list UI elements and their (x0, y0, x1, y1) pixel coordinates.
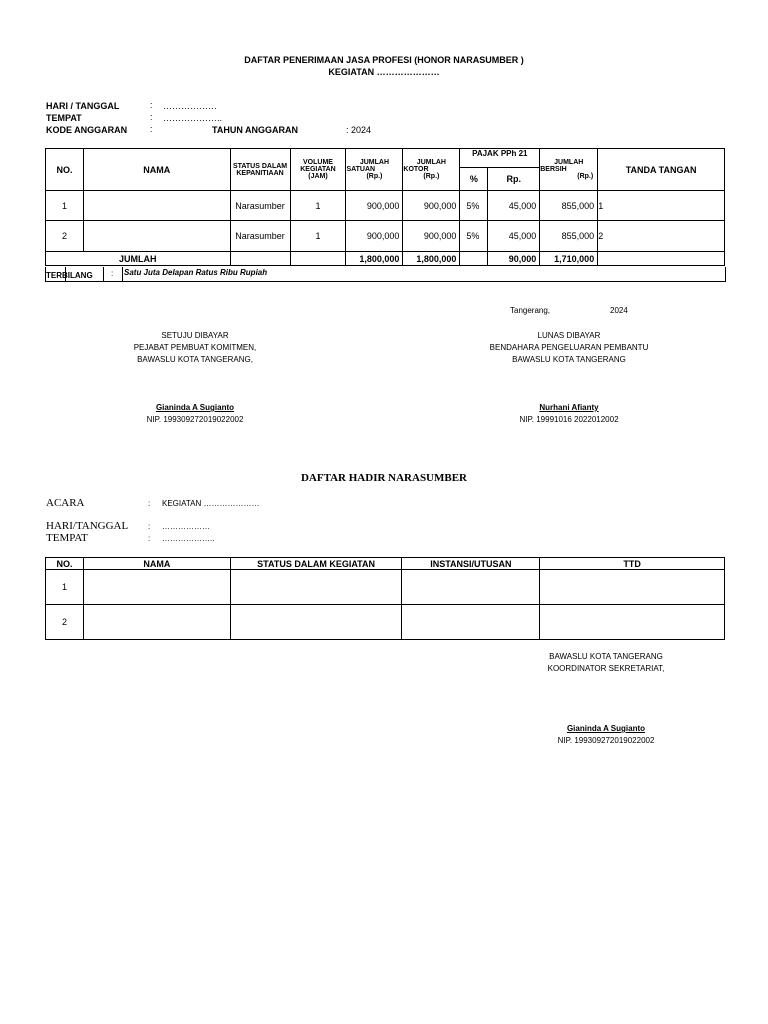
hadir-row-ttd (540, 570, 725, 605)
hadir-header-status: STATUS DALAM KEGIATAN (230, 558, 402, 570)
row-pajak: 45,000 (488, 221, 540, 252)
kode-label: KODE ANGGARAN (46, 125, 128, 135)
place-date: Tangerang, (510, 306, 551, 315)
hari-label: HARI / TANGGAL (46, 101, 120, 111)
hadir-header-nama: NAMA (83, 558, 230, 570)
header-status-line1: STATUS DALAM (232, 162, 288, 170)
document-subtitle: KEGIATAN ………………… (328, 67, 440, 77)
header-persen: % (460, 168, 488, 191)
tempat-label: TEMPAT (46, 113, 82, 123)
header-kotor (403, 149, 460, 191)
hadir-hari-colon: : (148, 522, 151, 531)
hadir-sign-line1: BAWASLU KOTA TANGERANG (549, 652, 663, 661)
hadir-header-no: NO. (46, 558, 84, 570)
row-satuan: 900,000 (346, 221, 403, 252)
hadir-sign-line2: KOORDINATOR SEKRETARIAT, (547, 664, 665, 673)
left-sign-name: Gianinda A Sugianto (155, 403, 235, 412)
hadir-row-status (230, 570, 402, 605)
total-pajak: 90,000 (488, 252, 540, 266)
acara-label: ACARA (46, 497, 85, 509)
kode-colon: : (150, 124, 153, 134)
payment-table (45, 148, 725, 266)
header-satuan (346, 149, 403, 191)
header-no: NO. (46, 149, 84, 191)
header-status (230, 149, 290, 191)
row-nama (83, 191, 230, 221)
total-row (46, 252, 725, 266)
hari-colon: : (150, 100, 153, 110)
total-empty (598, 252, 725, 266)
right-sign-nip: NIP. 19991016 2022012002 (519, 415, 619, 424)
header-satuan-line3: (Rp.) (366, 173, 383, 180)
divider (122, 267, 123, 281)
hadir-row-nama (83, 570, 230, 605)
hadir-hari-value: ……………… (162, 522, 210, 531)
table-row (46, 191, 725, 221)
left-sign-line2: PEJABAT PEMBUAT KOMITMEN, (133, 343, 257, 352)
acara-colon: : (148, 499, 151, 508)
right-sign-name: Nurhani Afianty (539, 403, 599, 412)
row-persen: 5% (460, 221, 488, 252)
hadir-row-instansi (402, 570, 540, 605)
header-kotor-line1: JUMLAH (416, 159, 446, 166)
hadir-sign-name: Gianinda A Sugianto (566, 724, 646, 733)
header-pajak: PAJAK PPh 21 (460, 149, 540, 168)
header-bersih-line3: (Rp.) (577, 173, 594, 180)
row-satuan: 900,000 (346, 191, 403, 221)
row-bersih: 855,000 (540, 191, 598, 221)
total-satuan: 1,800,000 (346, 252, 403, 266)
total-kotor: 1,800,000 (403, 252, 460, 266)
row-bersih: 855,000 (540, 221, 598, 252)
terbilang-label: TERBILANG (46, 271, 93, 280)
hadir-row-ttd (540, 605, 725, 640)
hadir-row-no: 2 (46, 605, 84, 640)
header-bersih-line1: JUMLAH (554, 159, 584, 166)
header-satuan-line2: SATUAN (346, 166, 376, 173)
left-sign-line1: SETUJU DIBAYAR (161, 331, 229, 340)
header-volume-line1: VOLUME (303, 159, 333, 166)
header-status-line2: KEPANITIAAN (236, 169, 284, 177)
table-row (46, 221, 725, 252)
header-bersih (540, 149, 598, 191)
hadir-tempat-label: TEMPAT (46, 532, 88, 544)
row-status: Narasumber (230, 221, 290, 252)
row-no: 2 (46, 221, 84, 252)
row-pajak: 45,000 (488, 191, 540, 221)
hadir-sign-nip: NIP. 199309272019022002 (557, 736, 655, 745)
row-nama (83, 221, 230, 252)
hadir-header-ttd: TTD (540, 558, 725, 570)
header-kotor-line3: (Rp.) (423, 173, 440, 180)
tahun-label: TAHUN ANGGARAN (212, 125, 298, 135)
hadir-header-instansi: INSTANSI/UTUSAN (402, 558, 540, 570)
right-sign-line2: BENDAHARA PENGELUARAN PEMBANTU (489, 343, 649, 352)
total-empty (460, 252, 488, 266)
table-row (46, 570, 725, 605)
row-status: Narasumber (230, 191, 290, 221)
hadir-tempat-colon: : (148, 534, 151, 543)
terbilang-colon: : (111, 269, 114, 278)
left-sign-line3: BAWASLU KOTA TANGERANG, (137, 355, 253, 364)
document-title: DAFTAR PENERIMAAN JASA PROFESI (HONOR NARASUMBER ) (244, 55, 524, 65)
header-volume-line2: KEGIATAN (300, 166, 336, 173)
total-label: JUMLAH (46, 252, 231, 266)
header-satuan-line1: JUMLAH (359, 159, 390, 166)
row-ttd: 2 (598, 221, 725, 252)
hadir-tempat-value: ……………….. (162, 534, 215, 543)
acara-value: KEGIATAN ………………… (162, 499, 260, 508)
right-sign-line1: LUNAS DIBAYAR (537, 331, 601, 340)
row-ttd: 1 (598, 191, 725, 221)
hadir-row-no: 1 (46, 570, 84, 605)
row-kotor: 900,000 (403, 191, 460, 221)
divider (103, 267, 104, 281)
right-sign-line3: BAWASLU KOTA TANGERANG (512, 355, 626, 364)
tempat-value: ……………….. (163, 113, 223, 123)
terbilang-value: Satu Juta Delapan Ratus Ribu Rupiah (124, 268, 268, 277)
attendance-table (45, 557, 725, 640)
total-empty (230, 252, 290, 266)
hadir-hari-label: HARI/TANGGAL (46, 520, 129, 532)
row-volume: 1 (290, 191, 346, 221)
row-kotor: 900,000 (403, 221, 460, 252)
header-ttd: TANDA TANGAN (598, 149, 725, 191)
hari-value: ……………… (163, 101, 217, 111)
tempat-colon: : (150, 112, 153, 122)
header-volume (290, 149, 346, 191)
left-sign-nip: NIP. 199309272019022002 (146, 415, 244, 424)
tahun-value: : 2024 (346, 125, 372, 135)
hadir-row-instansi (402, 605, 540, 640)
row-volume: 1 (290, 221, 346, 252)
total-empty (290, 252, 346, 266)
table-row (46, 605, 725, 640)
header-kotor-line2: KOTOR (403, 166, 429, 173)
hadir-title: DAFTAR HADIR NARASUMBER (300, 472, 468, 484)
header-bersih-line2: BERSIH (540, 166, 567, 173)
sign-year: 2024 (610, 306, 628, 315)
hadir-row-nama (83, 605, 230, 640)
hadir-row-status (230, 605, 402, 640)
header-rp: Rp. (488, 168, 540, 191)
header-nama: NAMA (83, 149, 230, 191)
header-volume-line3: (JAM) (308, 173, 328, 180)
row-no: 1 (46, 191, 84, 221)
total-bersih: 1,710,000 (540, 252, 598, 266)
row-persen: 5% (460, 191, 488, 221)
